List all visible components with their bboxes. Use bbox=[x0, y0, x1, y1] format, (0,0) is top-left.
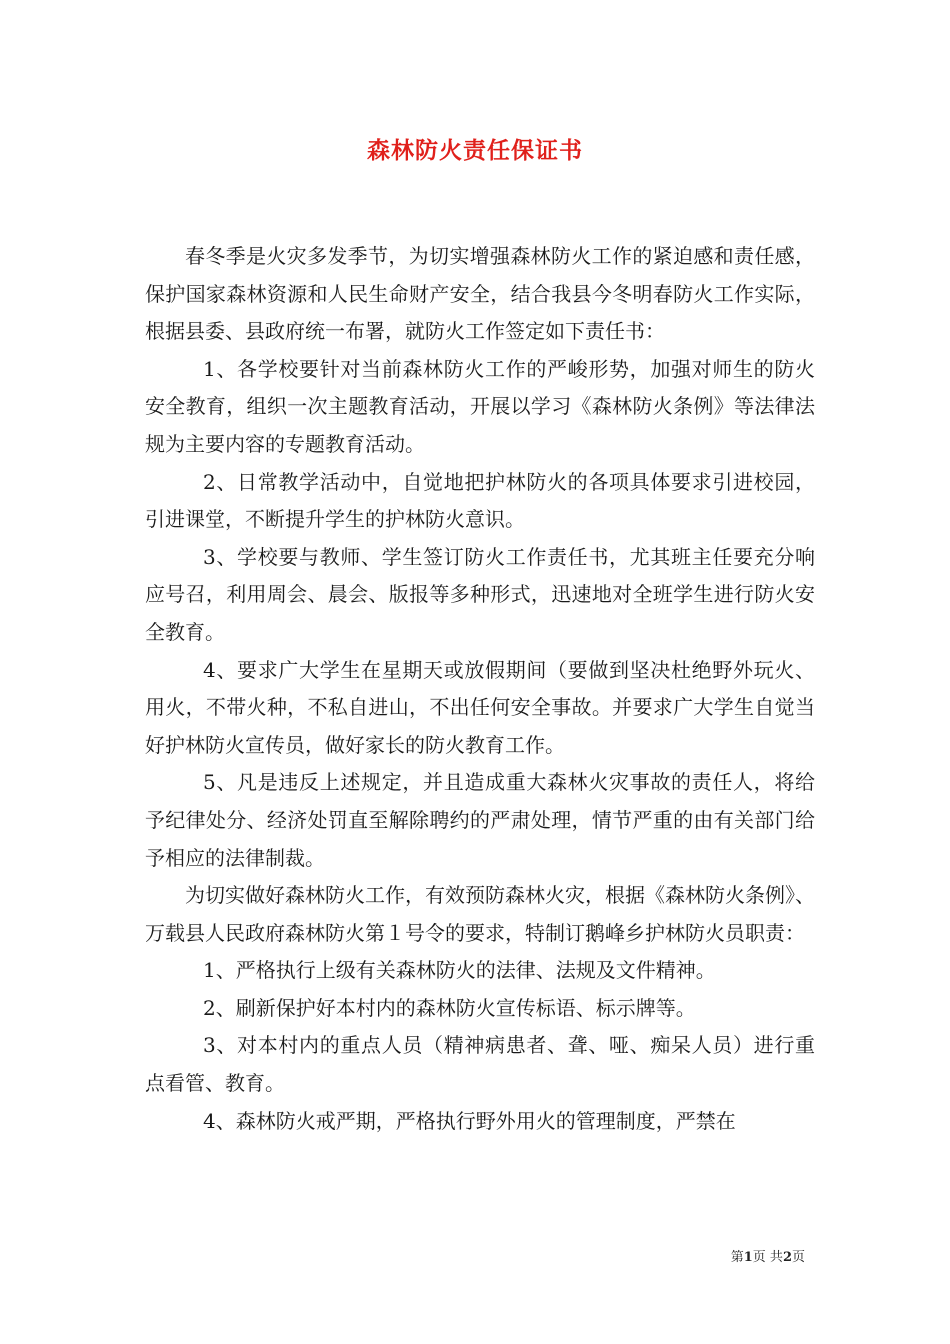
responsibility-item-4: 4、要求广大学生在星期天或放假期间（要做到坚决杜绝野外玩火、用火，不带火种，不私自进山，不出任何安全事故。并要求广大学生自觉当好护林防火宣传员，做好家长的防火教育工作。 bbox=[145, 657, 815, 757]
footer-middle: 页 共 bbox=[752, 1250, 783, 1265]
page-number-footer bbox=[731, 1246, 805, 1265]
duty-item-2: 2、刷新保护好本村内的森林防火宣传标语、标示牌等。 bbox=[203, 995, 696, 1020]
duty-item-3: 3、对本村内的重点人员（精神病患者、聋、哑、痴呆人员）进行重点看管、教育。 bbox=[145, 1033, 815, 1096]
intro-paragraph: 春冬季是火灾多发季节，为切实增强森林防火工作的紧迫感和责任感，保护国家森林资源和人民生命财产安全，结合我县今冬明春防火工作实际，根据县委、县政府统一布署，就防火工作签定如下责任书： bbox=[145, 244, 815, 344]
document-title: 森林防火责任保证书 bbox=[367, 138, 583, 164]
footer-prefix: 第 bbox=[730, 1250, 744, 1265]
responsibility-item-5: 5、凡是违反上述规定，并且造成重大森林火灾事故的责任人，将给予纪律处分、经济处罚直至解除聘约的严肃处理，情节严重的由有关部门给予相应的法律制裁。 bbox=[145, 770, 815, 870]
responsibility-item-1: 1、各学校要针对当前森林防火工作的严峻形势，加强对师生的防火安全教育，组织一次主题教育活动，开展以学习《森林防火条例》等法律法规为主要内容的专题教育活动。 bbox=[145, 356, 815, 456]
duty-item-1: 1、严格执行上级有关森林防火的法律、法规及文件精神。 bbox=[203, 958, 716, 983]
responsibility-item-3: 3、学校要与教师、学生签订防火工作责任书，尤其班主任要充分响应号召，利用周会、晨会、版报等多种形式，迅速地对全班学生进行防火安全教育。 bbox=[145, 544, 815, 644]
current-page-number: 1 bbox=[743, 1250, 753, 1265]
total-page-count: 2 bbox=[782, 1250, 792, 1265]
duty-item-4: 4、森林防火戒严期，严格执行野外用火的管理制度，严禁在 bbox=[203, 1108, 736, 1133]
document-body bbox=[145, 238, 815, 1140]
duties-intro-paragraph: 为切实做好森林防火工作，有效预防森林火灾，根据《森林防火条例》、万载县人民政府森林防火第１号令的要求，特制订鹅峰乡护林防火员职责： bbox=[145, 883, 815, 945]
footer-suffix: 页 bbox=[791, 1250, 805, 1265]
responsibility-item-2: 2、日常教学活动中，自觉地把护林防火的各项具体要求引进校园，引进课堂，不断提升学生的护林防火意识。 bbox=[145, 469, 815, 532]
